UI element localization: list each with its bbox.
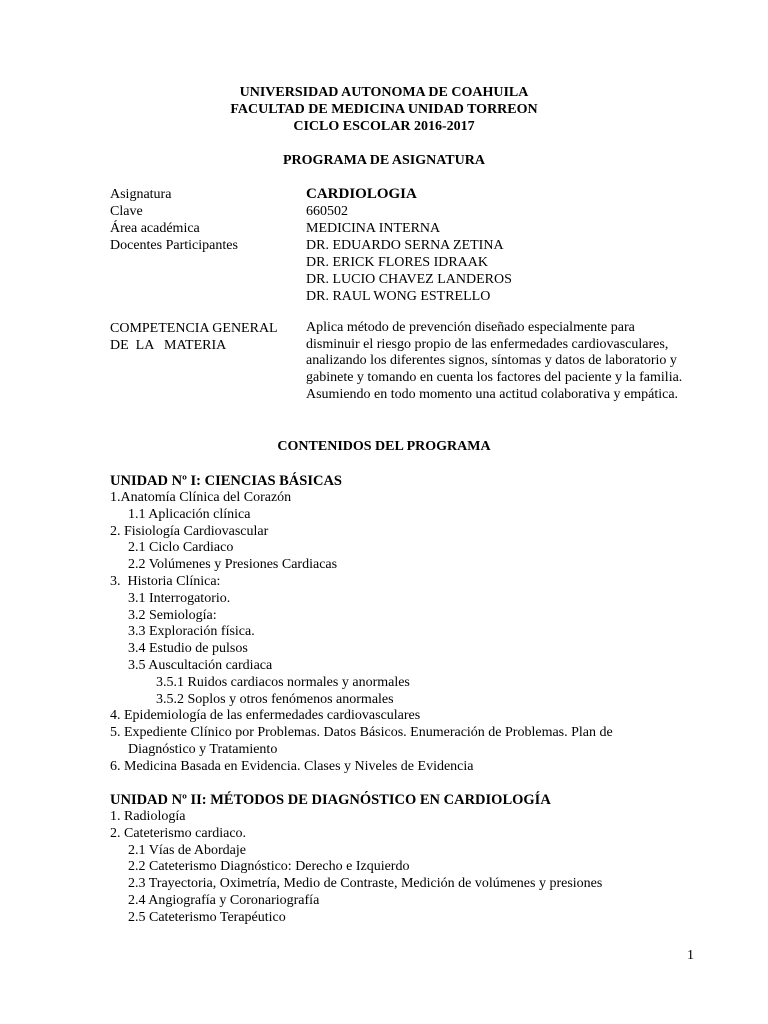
list-item: 3.1 Interrogatorio.: [128, 590, 231, 606]
list-item: 2.5 Cateterismo Terapéutico: [128, 909, 286, 925]
list-item: 1. Radiología: [110, 809, 186, 824]
list-item: 2.1 Vías de Abordaje: [128, 842, 246, 858]
asignatura-value: CARDIOLOGIA: [306, 186, 417, 202]
competencia-text: Aplica método de prevención diseñado especialmente para disminuir el riesgo propio de las enfermedades cardiovasculares, analizando los diferentes signos, síntomas y datos de laboratorio y gabinete y tomando en cuenta los factores del paciente y la familia. Asumiendo en todo momento una actitud colaborativa y empática.: [306, 320, 683, 402]
list-item: 2.4 Angiografía y Coronariografía: [128, 892, 320, 908]
docente-name: DR. LUCIO CHAVEZ LANDEROS: [306, 272, 512, 287]
list-item: 3.5.1 Ruidos cardiacos normales y anormales: [156, 674, 410, 690]
list-item: 1.1 Aplicación clínica: [128, 506, 251, 522]
unit-1: [110, 472, 710, 776]
list-item: 3.4 Estudio de pulsos: [128, 641, 248, 657]
list-item: 2.2 Cateterismo Diagnóstico: Derecho e Izquierdo: [128, 859, 410, 875]
list-item: 2.2 Volúmenes y Presiones Cardiacas: [128, 557, 338, 573]
list-item: 1.Anatomía Clínica del Corazón: [110, 490, 292, 505]
list-item: 3.3 Exploración física.: [128, 624, 255, 640]
list-item: 2.1 Ciclo Cardiaco: [128, 540, 234, 556]
unit-1-title: UNIDAD Nº I: CIENCIAS BÁSICAS: [110, 473, 342, 489]
list-item: 2. Fisiología Cardiovascular: [110, 523, 269, 539]
page-number: 1: [687, 948, 694, 963]
docente-name: DR. ERICK FLORES IDRAAK: [306, 255, 489, 270]
list-item: 2.3 Trayectoria, Oximetría, Medio de Contraste, Medición de volúmenes y presiones: [128, 876, 603, 892]
info-row-docentes: [110, 237, 690, 305]
unit-1-items: [110, 490, 710, 776]
info-row-clave: [110, 203, 690, 220]
list-item: 3.5 Auscultación cardiaca: [128, 657, 273, 673]
course-info: [110, 186, 690, 305]
area-label: Área académica: [110, 221, 200, 236]
info-row-area: [110, 220, 690, 237]
document-header: [0, 84, 768, 135]
asignatura-label: Asignatura: [110, 187, 172, 202]
contents-title: CONTENIDOS DEL PROGRAMA: [277, 439, 491, 454]
school-year: CICLO ESCOLAR 2016-2017: [293, 119, 475, 134]
docente-name: DR. RAUL WONG ESTRELLO: [306, 289, 491, 304]
program-title: PROGRAMA DE ASIGNATURA: [283, 153, 485, 168]
competencia-label-line: DE LA MATERIA: [110, 338, 227, 353]
docente-name: DR. EDUARDO SERNA ZETINA: [306, 238, 504, 253]
competencia-label-line: COMPETENCIA GENERAL: [110, 321, 278, 336]
faculty-name: FACULTAD DE MEDICINA UNIDAD TORREON: [230, 102, 538, 117]
list-item: 3. Historia Clínica:: [110, 573, 221, 589]
list-item: 5. Expediente Clínico por Problemas. Datos Básicos. Enumeración de Problemas. Plan de: [110, 725, 613, 741]
list-item: 3.5.2 Soplos y otros fenómenos anormales: [156, 691, 394, 707]
unit-2: [110, 791, 710, 927]
competencia-label: [110, 320, 306, 404]
list-item: Diagnóstico y Tratamiento: [128, 741, 278, 757]
unit-2-items: [110, 809, 710, 927]
clave-value: 660502: [306, 204, 348, 219]
list-item: 4. Epidemiología de las enfermedades cardiovasculares: [110, 708, 421, 724]
competencia-section: [110, 320, 690, 404]
list-item: 2. Cateterismo cardiaco.: [110, 825, 247, 841]
university-name: UNIVERSIDAD AUTONOMA DE COAHUILA: [239, 85, 529, 100]
info-row-asignatura: [110, 186, 690, 203]
docentes-label: Docentes Participantes: [110, 238, 238, 253]
unit-2-title: UNIDAD Nº II: MÉTODOS DE DIAGNÓSTICO EN CARDIOLOGÍA: [110, 792, 551, 808]
list-item: 6. Medicina Basada en Evidencia. Clases y Niveles de Evidencia: [110, 758, 474, 774]
area-value: MEDICINA INTERNA: [306, 221, 441, 236]
docentes-list: [306, 237, 690, 305]
clave-label: Clave: [110, 204, 143, 219]
list-item: 3.2 Semiología:: [128, 607, 217, 623]
